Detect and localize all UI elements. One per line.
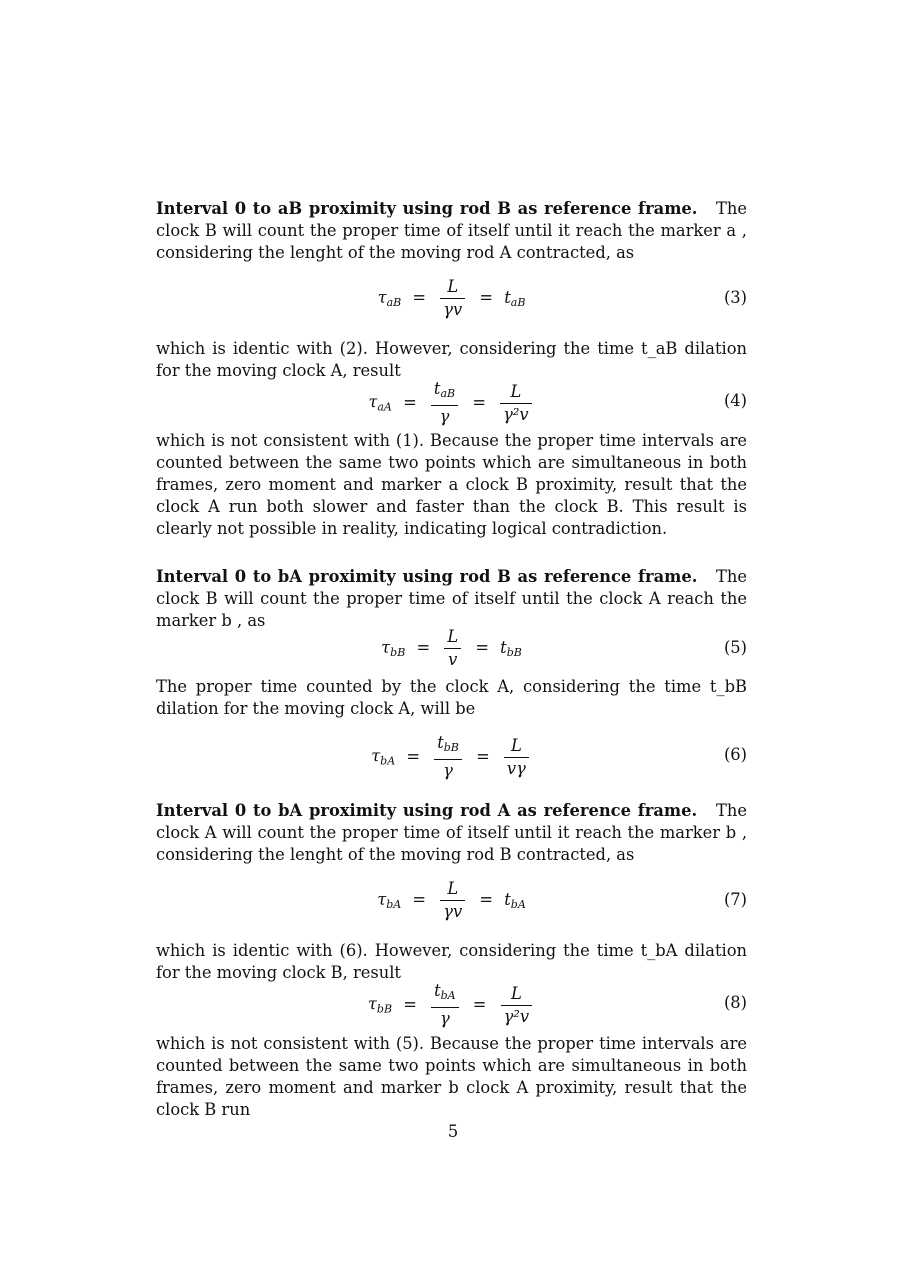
eq-lhs-sub: aA — [377, 400, 392, 414]
eq-fraction — [444, 626, 461, 671]
eq-numerator: L — [440, 276, 465, 299]
equation-number: (8) — [723, 993, 747, 1012]
section-heading: Interval 0 to bA proximity using rod B as reference frame. — [156, 567, 698, 586]
paragraph-text: The proper time counted by the clock A, considering the time t_bB dilation for the moving clock A, will be — [156, 677, 747, 718]
equation-3: $\tau_{aB}$ = $\frac{L}{\gamma v}$ = $t_{aB}$ (3) — [377, 277, 747, 319]
eq-lhs-sub: bB — [376, 1002, 393, 1016]
section-interval-aB-rod-B — [156, 198, 747, 264]
section-interval-bA-rod-B — [156, 566, 747, 632]
eq-denominator: v — [448, 650, 458, 669]
equation-8: $\tau_{bB}$ = $\frac{t_{bA}}{\gamma}$ = $\frac{L}{\text{γ²v}}$ (8) — [367, 981, 747, 1028]
eq-fraction — [431, 378, 458, 428]
equation-number: (5) — [723, 638, 747, 657]
eq-numerator: $t_{aB}$ — [431, 378, 458, 406]
equation-4: $\tau_{aA}$ = $\frac{t_{aB}}{\gamma}$ = $\frac{L}{\text{γ²v}}$ (4) — [368, 379, 747, 426]
eq-numerator-2: L — [504, 735, 529, 758]
section-interval-bA-rod-A — [156, 800, 747, 866]
paragraph-identic-2 — [156, 338, 747, 382]
eq-denominator: γv — [443, 300, 463, 319]
eq-numerator-2: L — [500, 381, 531, 404]
eq-lhs: τ — [381, 638, 391, 657]
eq-numerator: L — [440, 878, 465, 901]
eq-lhs: τ — [367, 994, 377, 1014]
eq-lhs-sub: bB — [390, 646, 406, 659]
eq-rhs: t — [504, 890, 511, 909]
eq-fraction — [440, 276, 465, 321]
paragraph-text: The clock B will count the proper time of itself until the clock A reach the marker b , as — [156, 567, 747, 630]
eq-fraction-2 — [504, 735, 529, 780]
eq-lhs: τ — [371, 746, 381, 766]
paragraph-text: which is identic with (2). However, considering the time t_aB dilation for the moving clock A, result — [156, 339, 747, 380]
eq-rhs: t — [504, 288, 511, 307]
eq-denominator: γ — [439, 1009, 450, 1028]
eq-fraction-2 — [500, 381, 531, 426]
eq-numerator-2: L — [501, 983, 532, 1006]
eq-lhs: τ — [377, 288, 387, 307]
eq-lhs-sub: bA — [380, 754, 396, 768]
paragraph-text: which is identic with (6). However, considering the time t_bA dilation for the moving clock B, result — [156, 941, 747, 982]
eq-rhs: t — [500, 638, 507, 657]
equation-number: (6) — [723, 745, 747, 764]
paragraph-text: which is not consistent with (5). Because the proper time intervals are counted between the same two points which are simultaneous in both frames, zero moment and marker b clock A proximity, result that the clock B run — [156, 1034, 747, 1119]
eq-fraction — [434, 732, 462, 782]
paragraph-text: The clock A will count the proper time of itself until it reach the marker b , considering the lenght of the moving rod B contracted, as — [156, 801, 747, 864]
eq-numerator: $t_{bA}$ — [431, 980, 459, 1008]
paragraph-identic-6 — [156, 940, 747, 984]
equation-6: $\tau_{bA}$ = $\frac{t_{bB}}{\gamma}$ = $\frac{L}{v\gamma}$ (6) — [371, 733, 747, 780]
eq-lhs-sub: aB — [386, 296, 402, 309]
eq-denominator: γ — [439, 407, 450, 426]
eq-denominator-2: vγ — [506, 758, 526, 778]
section-heading: Interval 0 to bA proximity using rod A as reference frame. — [156, 801, 698, 820]
page-number: 5 — [447, 1122, 459, 1141]
eq-rhs-sub: aB — [510, 296, 526, 309]
eq-lhs: τ — [377, 890, 387, 909]
eq-numerator: $t_{bB}$ — [434, 732, 462, 760]
eq-lhs: τ — [368, 392, 378, 412]
eq-fraction — [431, 980, 459, 1030]
eq-rhs-sub: bB — [506, 646, 522, 659]
eq-denominator-2: γ²v — [503, 1006, 530, 1026]
eq-denominator-2: γ²v — [503, 404, 529, 424]
paragraph-contradiction-2 — [156, 1033, 747, 1121]
paragraph-text: which is not consistent with (1). Because the proper time intervals are counted between the same two points which are simultaneous in both frames, zero moment and marker a clock B proximity, result that the clock A run both slower and faster than the clock B. This result is clearly not possible in reality, indicating logical contradiction. — [156, 431, 747, 538]
eq-denominator: γv — [443, 902, 463, 921]
eq-denominator: γ — [443, 761, 453, 780]
eq-lhs-sub: bA — [386, 898, 402, 911]
eq-numerator: L — [444, 626, 461, 649]
paragraph-proper-time-A — [156, 676, 747, 720]
equation-number: (4) — [723, 391, 747, 410]
eq-fraction-2 — [501, 983, 532, 1028]
equation-number: (3) — [723, 288, 747, 307]
eq-fraction — [440, 878, 465, 923]
paragraph-contradiction-1 — [156, 430, 747, 540]
section-heading: Interval 0 to aB proximity using rod B as reference frame. — [156, 199, 698, 218]
equation-number: (7) — [723, 890, 747, 909]
paragraph-text: The clock B will count the proper time of itself until it reach the marker a , considering the lenght of the moving rod A contracted, as — [156, 199, 747, 262]
eq-rhs-sub: bA — [510, 898, 526, 911]
equation-5: $\tau_{bB}$ = $\frac{L}{v}$ = $t_{bB}$ (5) — [381, 627, 747, 669]
equation-7: $\tau_{bA}$ = $\frac{L}{\gamma v}$ = $t_{bA}$ (7) — [377, 879, 747, 921]
